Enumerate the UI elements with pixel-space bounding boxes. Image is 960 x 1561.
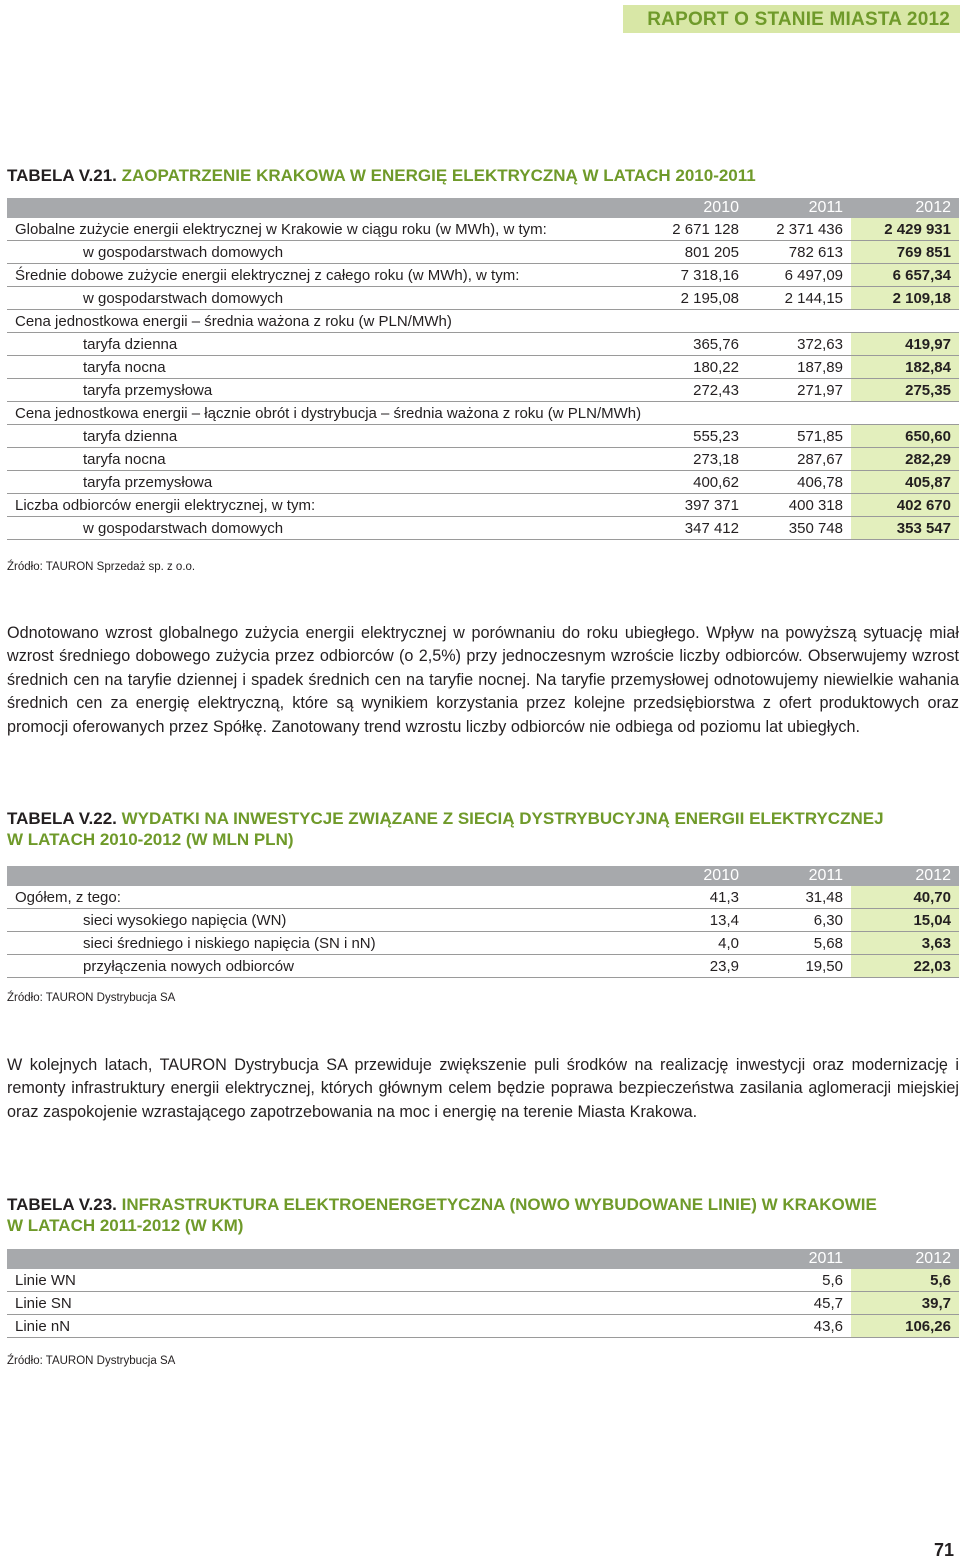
table2-title bbox=[7, 808, 952, 850]
table1-header-year: 2011 bbox=[747, 198, 851, 218]
row-label: Średnie dobowe zużycie energii elektrycznej z całego roku (w MWh), w tym: bbox=[7, 264, 649, 287]
cell-2012: 769 851 bbox=[851, 241, 959, 264]
cell-2011: 2 144,15 bbox=[747, 287, 851, 310]
report-header-band bbox=[623, 5, 960, 33]
cell-2010: 4,0 bbox=[649, 932, 747, 955]
row-label: taryfa dzienna bbox=[7, 425, 649, 448]
table1-header-year: 2010 bbox=[649, 198, 747, 218]
cell-2011: 187,89 bbox=[747, 356, 851, 379]
table-row bbox=[7, 886, 959, 909]
cell-2011: 19,50 bbox=[747, 955, 851, 978]
table2-title-text-1: WYDATKI NA INWESTYCJE ZWIĄZANE Z SIECIĄ DYSTRYBUCYJNĄ ENERGII ELEKTRYCZNEJ bbox=[121, 809, 884, 828]
table-row bbox=[7, 955, 959, 978]
table-row bbox=[7, 471, 959, 494]
cell-2010: 180,22 bbox=[649, 356, 747, 379]
table2-header-year: 2010 bbox=[649, 866, 747, 886]
cell-2012: 6 657,34 bbox=[851, 264, 959, 287]
cell-2010: 273,18 bbox=[649, 448, 747, 471]
cell-2011: 350 748 bbox=[747, 517, 851, 540]
row-label: Linie SN bbox=[7, 1292, 747, 1315]
row-label: przyłączenia nowych odbiorców bbox=[7, 955, 649, 978]
cell-2012: 2 429 931 bbox=[851, 218, 959, 241]
cell-2011: 271,97 bbox=[747, 379, 851, 402]
cell-2011: 31,48 bbox=[747, 886, 851, 909]
row-label: w gospodarstwach domowych bbox=[7, 287, 649, 310]
table3-title-text-1: INFRASTRUKTURA ELEKTROENERGETYCZNA (NOWO WYBUDOWANE LINIE) W KRAKOWIE bbox=[121, 1195, 877, 1214]
row-label: taryfa dzienna bbox=[7, 333, 649, 356]
table1 bbox=[7, 198, 959, 540]
row-label: Ogółem, z tego: bbox=[7, 886, 649, 909]
cell-2010: 41,3 bbox=[649, 886, 747, 909]
table-row bbox=[7, 356, 959, 379]
table-row bbox=[7, 333, 959, 356]
cell-2010: 23,9 bbox=[649, 955, 747, 978]
cell-2012: 106,26 bbox=[851, 1315, 959, 1338]
table-row bbox=[7, 425, 959, 448]
cell-2010: 2 671 128 bbox=[649, 218, 747, 241]
row-label: taryfa przemysłowa bbox=[7, 471, 649, 494]
cell-2010: 365,76 bbox=[649, 333, 747, 356]
cell-2012: 39,7 bbox=[851, 1292, 959, 1315]
cell-2010: 555,23 bbox=[649, 425, 747, 448]
cell-2011: 5,6 bbox=[747, 1269, 851, 1292]
table-row bbox=[7, 494, 959, 517]
table3-header-year: 2012 bbox=[851, 1249, 959, 1269]
cell-2012: 15,04 bbox=[851, 909, 959, 932]
table-row bbox=[7, 379, 959, 402]
row-label: Liczba odbiorców energii elektrycznej, w tym: bbox=[7, 494, 649, 517]
cell-2011: 372,63 bbox=[747, 333, 851, 356]
cell-2012: 402 670 bbox=[851, 494, 959, 517]
table3-header-year: 2011 bbox=[747, 1249, 851, 1269]
cell-2011: 5,68 bbox=[747, 932, 851, 955]
table-row bbox=[7, 932, 959, 955]
table2 bbox=[7, 866, 959, 978]
table-row-section bbox=[7, 402, 959, 425]
table2-header-row bbox=[7, 866, 959, 886]
cell-2012: 419,97 bbox=[851, 333, 959, 356]
cell-2011: 6,30 bbox=[747, 909, 851, 932]
cell-2012-empty bbox=[851, 310, 959, 333]
cell-2010: 272,43 bbox=[649, 379, 747, 402]
cell-2010: 801 205 bbox=[649, 241, 747, 264]
cell-2010: 7 318,16 bbox=[649, 264, 747, 287]
section-label: Cena jednostkowa energii – łącznie obrót i dystrybucja – średnia ważona z roku (w PLN/MWh) bbox=[7, 402, 851, 425]
table3-title bbox=[7, 1194, 952, 1236]
table1-title-text: ZAOPATRZENIE KRAKOWA W ENERGIĘ ELEKTRYCZNĄ W LATACH 2010-2011 bbox=[121, 166, 756, 185]
table-row bbox=[7, 287, 959, 310]
table1-label: TABELA V.21. bbox=[7, 166, 117, 185]
row-label: w gospodarstwach domowych bbox=[7, 241, 649, 264]
report-header-title: RAPORT O STANIE MIASTA 2012 bbox=[647, 9, 950, 30]
table2-title-text-2: W LATACH 2010-2012 (W MLN PLN) bbox=[7, 830, 294, 849]
cell-2012: 282,29 bbox=[851, 448, 959, 471]
table-row bbox=[7, 1292, 959, 1315]
cell-2010: 400,62 bbox=[649, 471, 747, 494]
row-label: taryfa nocna bbox=[7, 448, 649, 471]
table-row bbox=[7, 218, 959, 241]
cell-2012: 275,35 bbox=[851, 379, 959, 402]
table3-header-row bbox=[7, 1249, 959, 1269]
cell-2012: 353 547 bbox=[851, 517, 959, 540]
table1-header-blank bbox=[7, 198, 649, 218]
cell-2010: 347 412 bbox=[649, 517, 747, 540]
table2-label: TABELA V.22. bbox=[7, 809, 117, 828]
table1-title bbox=[7, 165, 952, 186]
table2-header-year: 2012 bbox=[851, 866, 959, 886]
table2-title-line1 bbox=[7, 808, 952, 829]
table3-title-line1 bbox=[7, 1194, 952, 1215]
cell-2011: 400 318 bbox=[747, 494, 851, 517]
row-label: taryfa przemysłowa bbox=[7, 379, 649, 402]
cell-2011: 287,67 bbox=[747, 448, 851, 471]
cell-2011: 2 371 436 bbox=[747, 218, 851, 241]
table-row bbox=[7, 1269, 959, 1292]
row-label: sieci średniego i niskiego napięcia (SN i nN) bbox=[7, 932, 649, 955]
cell-2012: 405,87 bbox=[851, 471, 959, 494]
cell-2011: 782 613 bbox=[747, 241, 851, 264]
row-label: Linie nN bbox=[7, 1315, 747, 1338]
cell-2012: 182,84 bbox=[851, 356, 959, 379]
cell-2011: 571,85 bbox=[747, 425, 851, 448]
table3-source: Źródło: TAURON Dystrybucja SA bbox=[7, 1355, 176, 1367]
row-label: taryfa nocna bbox=[7, 356, 649, 379]
table3 bbox=[7, 1249, 959, 1338]
table3-header-blank bbox=[7, 1249, 747, 1269]
row-label: Linie WN bbox=[7, 1269, 747, 1292]
page-number: 71 bbox=[933, 1540, 954, 1560]
cell-2011: 43,6 bbox=[747, 1315, 851, 1338]
row-label: w gospodarstwach domowych bbox=[7, 517, 649, 540]
table2-source: Źródło: TAURON Dystrybucja SA bbox=[7, 992, 176, 1004]
cell-2012-empty bbox=[851, 402, 959, 425]
cell-2011: 6 497,09 bbox=[747, 264, 851, 287]
table3-title-text-2: W LATACH 2011-2012 (W KM) bbox=[7, 1216, 244, 1235]
table-row bbox=[7, 264, 959, 287]
table-row bbox=[7, 517, 959, 540]
table-row bbox=[7, 448, 959, 471]
cell-2012: 3,63 bbox=[851, 932, 959, 955]
table-row bbox=[7, 909, 959, 932]
table1-source: Źródło: TAURON Sprzedaż sp. z o.o. bbox=[7, 561, 196, 573]
cell-2010: 13,4 bbox=[649, 909, 747, 932]
paragraph-1: Odnotowano wzrost globalnego zużycia energii elektrycznej w porównaniu do roku ubiegłego. Wpływ na powyższą sytuację miał wzrost średniego dobowego zużycia przez odbiorców (o 2,5%) przy jednoczesnym wzroście liczby odbiorców. Obserwujemy wzrost średnich cen na taryfie dziennej i spadek średnich cen na taryfie nocnej. Na taryfie przemysłowej odnotowujemy niewielkie wahania średnich cen za energię elektryczną, które są wynikiem korzystania przez kolejne przedsiębiorstwa z ofert produktowych oraz promocji oferowanych przez Spółkę. Zanotowany trend wzrostu liczby odbiorców nie odbiega od poziomu lat ubiegłych. bbox=[7, 624, 959, 736]
table2-header-blank bbox=[7, 866, 649, 886]
table1-header-year: 2012 bbox=[851, 198, 959, 218]
table-row bbox=[7, 241, 959, 264]
section-label: Cena jednostkowa energii – średnia ważona z roku (w PLN/MWh) bbox=[7, 310, 851, 333]
table1-header-row bbox=[7, 198, 959, 218]
table-row-section bbox=[7, 310, 959, 333]
row-label: Globalne zużycie energii elektrycznej w Krakowie w ciągu roku (w MWh), w tym: bbox=[7, 218, 649, 241]
row-label: sieci wysokiego napięcia (WN) bbox=[7, 909, 649, 932]
cell-2012: 22,03 bbox=[851, 955, 959, 978]
cell-2012: 5,6 bbox=[851, 1269, 959, 1292]
cell-2012: 2 109,18 bbox=[851, 287, 959, 310]
table2-header-year: 2011 bbox=[747, 866, 851, 886]
cell-2011: 45,7 bbox=[747, 1292, 851, 1315]
cell-2012: 650,60 bbox=[851, 425, 959, 448]
table3-label: TABELA V.23. bbox=[7, 1195, 117, 1214]
cell-2010: 2 195,08 bbox=[649, 287, 747, 310]
table-row bbox=[7, 1315, 959, 1338]
cell-2011: 406,78 bbox=[747, 471, 851, 494]
cell-2012: 40,70 bbox=[851, 886, 959, 909]
cell-2010: 397 371 bbox=[649, 494, 747, 517]
paragraph-2: W kolejnych latach, TAURON Dystrybucja SA przewiduje zwiększenie puli środków na realizację inwestycji oraz modernizację i remonty infrastruktury energii elektrycznej, których głównym celem będzie poprawa bezpieczeństwa zasilania aglomeracji miejskiej oraz zaspokojenie wzrastającego zapotrzebowania na moc i energię na terenie Miasta Krakowa. bbox=[7, 1056, 959, 1121]
